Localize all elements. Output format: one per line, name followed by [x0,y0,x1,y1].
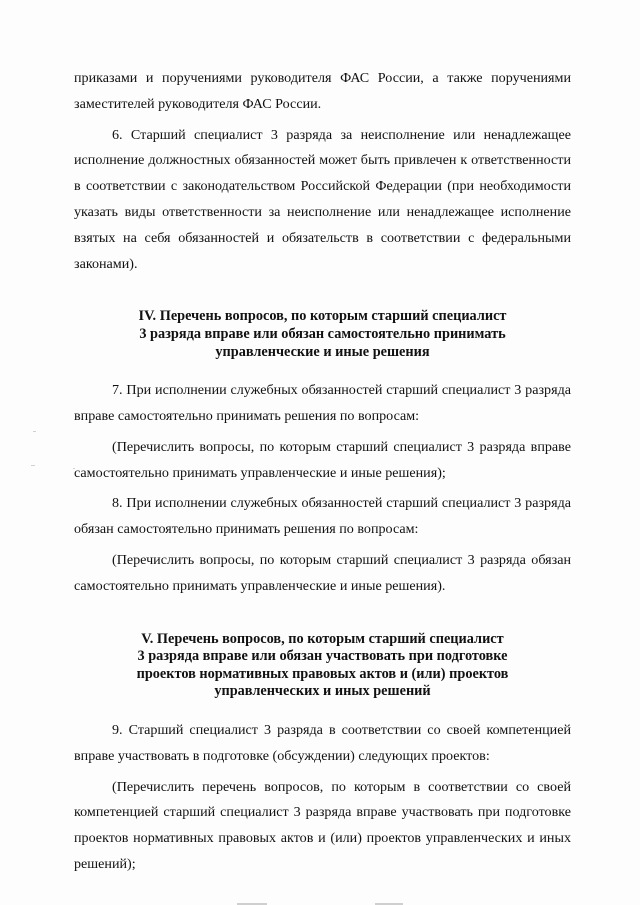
paragraph-9: 9. Старший специалист 3 разряда в соответствии со своей компетенцией вправе участвовать в подготовке (обсуждении) следующих проектов: [74,721,571,764]
section-5-heading-line-2: 3 разряда вправе или обязан участвовать при подготовке [137,648,508,665]
paragraph-7: 7. При исполнении служебных обязанностей старший специалист 3 разряда вправе самостоятельно принимать решения по вопросам: [74,382,571,424]
paragraph-continuation: приказами и поручениями руководителя ФАС России, а также поручениями заместителей руководителя ФАС России. [74,70,571,112]
document-body [74,66,571,878]
scan-speck-left-lower [31,465,35,466]
section-4-heading [74,308,571,361]
section-5-heading-line-1: V. Перечень вопросов, по которым старший специалист [141,630,504,647]
paragraph-9-note: (Перечислить перечень вопросов, по которым в соответствии со своей компетенцией старший специалист 3 разряда вправе участвовать при подготовке проектов нормативных правовых актов и (или) проектов управленческих и иных решений); [74,778,571,872]
section-5-heading-line-4: управленческих и иных решений [214,683,431,700]
paragraph-8: 8. При исполнении служебных обязанностей старший специалист 3 разряда обязан самостоятельно принимать решения по вопросам: [74,495,571,538]
scan-speck-left-upper [33,431,36,432]
paragraph-6: 6. Старший специалист 3 разряда за неисполнение или ненадлежащее исполнение должностных обязанностей может быть привлечен к ответственности в соответствии с законодательством Российской Федерации (при необходимости указать виды ответственности за неисполнение или ненадлежащее исполнение взятых на себя обязанностей и обязательств в соответствии с федеральными законами). [74,126,571,272]
section-4-heading-line-2: 3 разряда вправе или обязан самостоятельно принимать [139,325,506,342]
section-5-heading-line-3: проектов нормативных правовых актов и (или) проектов [136,665,509,682]
section-5-heading [74,631,571,701]
paragraph-8-note: (Перечислить вопросы, по которым старший специалист 3 разряда обязан самостоятельно принимать управленческие и иные решения). [74,551,571,594]
section-4-heading-line-3: управленческие и иные решения [215,343,430,360]
section-4-heading-line-1: IV. Перечень вопросов, по которым старший специалист [138,308,507,325]
paragraph-7-note: (Перечислить вопросы, по которым старший специалист 3 разряда вправе самостоятельно принимать управленческие и иные решения); [74,438,571,481]
